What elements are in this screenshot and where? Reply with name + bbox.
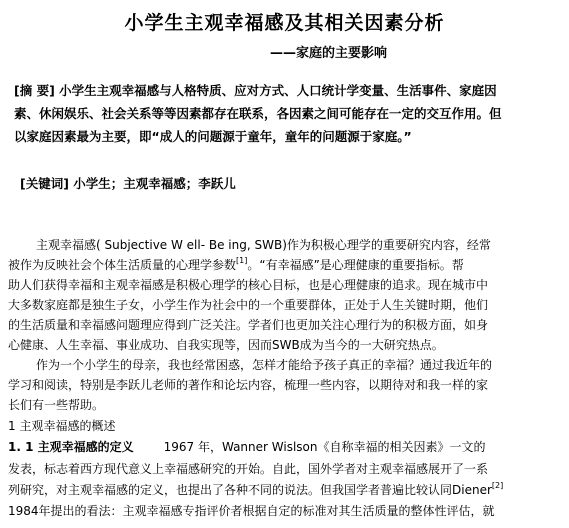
body-line: 大多数家庭都是独生子女，小学生作为社会中的一个重要群体，正处于人生关键时期，他们 (8, 298, 489, 312)
abstract-line: 以家庭因素最为主要，即“成人的问题源于童年，童年的问题源于家庭。” (14, 129, 412, 144)
body-text: 被作为反映社会个体生活质量的心理学参数 (8, 258, 237, 272)
body-line: 助人们获得幸福和主观幸福感是积极心理学的核心目标，也是心理健康的追求。现在城市中 (8, 278, 489, 292)
body-text: 1967 年，Wanner Wislson《自称幸福的相关因素》一文的 (163, 440, 486, 454)
citation-ref: [1] (236, 256, 248, 265)
keywords: [关键词] 小学生；主观幸福感；李跃儿 (20, 176, 236, 191)
body-line: 作为一个小学生的母亲，我也经常困惑，怎样才能给予孩子真正的幸福？通过我近年的 (36, 358, 493, 372)
body-line: 1984年提出的看法：主观幸福感专指评价者根据自定的标准对其生活质量的整体性评估，就 (8, 504, 495, 518)
body-line: 发表，标志着西方现代意义上幸福感研究的开始。自此，国外学者对主观幸福感展开了一系 (8, 462, 489, 476)
abstract-line: 素、休闲娱乐、社会关系等等因素都存在联系，各因素之间可能存在一定的交互作用。但 (14, 106, 502, 121)
body-line: 的生活质量和幸福感问题理应得到广泛关注。学者们也更加关注心理行为的积极方面，如身 (8, 318, 489, 332)
citation-ref: [2] (491, 481, 504, 490)
subsection-heading: 1. 1 主观幸福感的定义 (8, 440, 134, 454)
abstract-line: [摘 要] 小学生主观幸福感与人格特质、应对方式、人口统计学变量、生活事件、家庭因 (14, 83, 497, 98)
body-text: 。“有幸福感”是心理健康的重要指标。帮 (247, 258, 464, 272)
body-line: 长们有一些帮助。 (8, 398, 105, 412)
body-line (8, 256, 464, 273)
section-heading: 1 主观幸福感的概述 (8, 419, 116, 433)
page-subtitle: ——家庭的主要影响 (270, 46, 388, 61)
body-text: 列研究，对主观幸福感的定义，也提出了各种不同的说法。但我国学者普遍比较认同Diener (8, 483, 492, 497)
subsection-line (8, 438, 486, 455)
page-title: 小学生主观幸福感及其相关因素分析 (124, 12, 445, 34)
body-line: 学习和阅读，特别是李跃儿老师的著作和论坛内容，梳理一些内容，以期待对和我一样的家 (8, 378, 489, 392)
body-line: 主观幸福感( Subjective W ell- Be ing, SWB)作为积极心理学的重要研究内容，经常 (36, 238, 491, 252)
body-line (8, 481, 503, 498)
body-line: 心健康、人生幸福、事业成功、自我实现等，因而SWB成为当今的一大研究热点。 (8, 338, 444, 352)
